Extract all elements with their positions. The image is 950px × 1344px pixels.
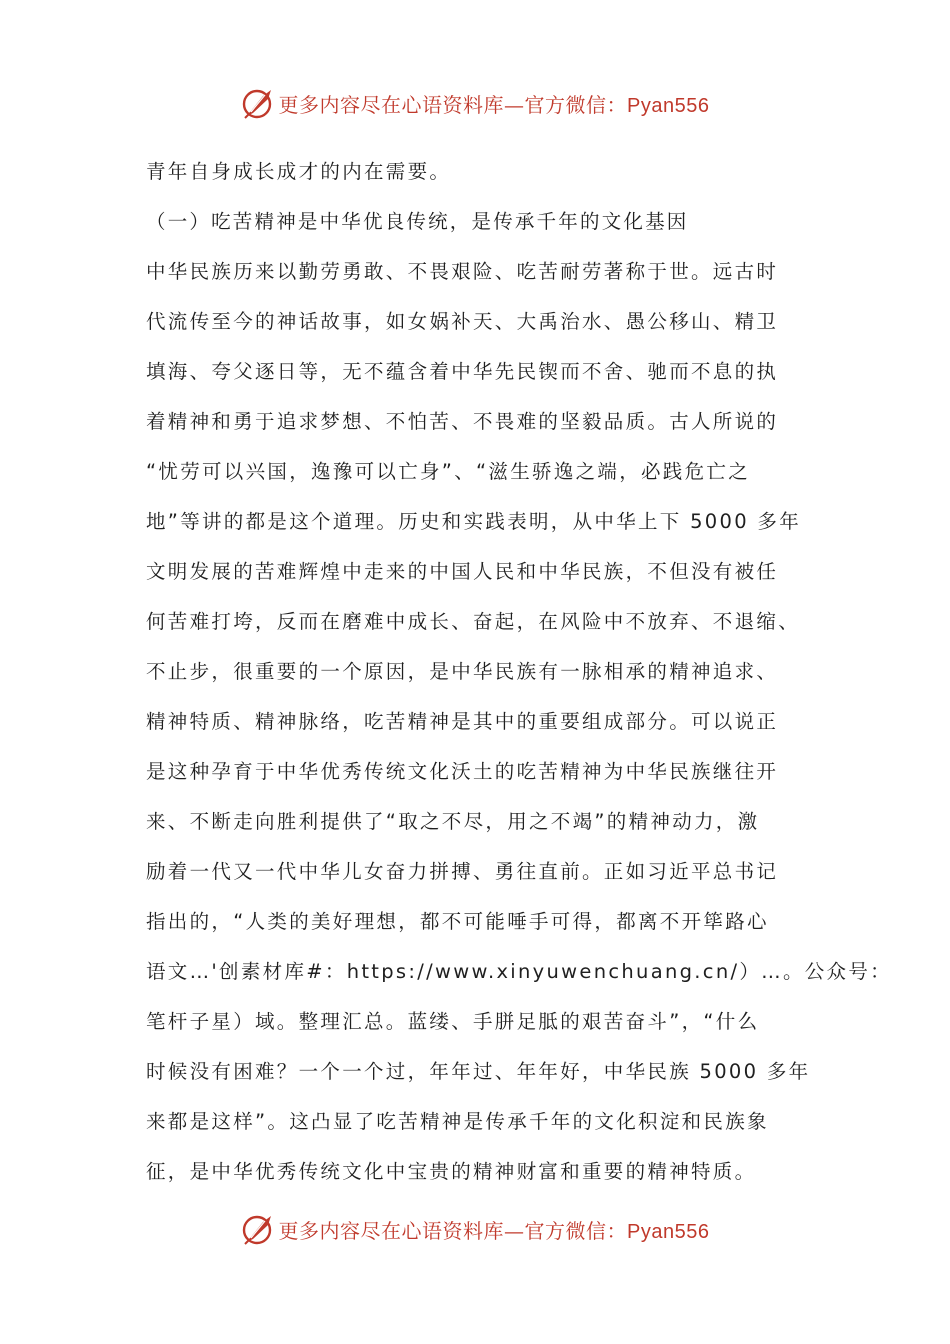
text-line: 是这种孕育于中华优秀传统文化沃土的吃苦精神为中华民族继往开 [146,760,779,783]
text-line: 中华民族历来以勤劳勇敢、不畏艰险、吃苦耐劳著称于世。远古时 [146,260,779,283]
wechat-handle: Pyan556 [627,94,710,117]
text-line: 不止步，很重要的一个原因，是中华民族有一脉相承的精神追求、 [146,660,779,683]
quill-pen-logo-icon [241,1212,275,1246]
text-line: 地”等讲的都是这个道理。历史和实践表明，从中华上下 5000 多年 [146,510,802,533]
text-line: 指出的，“人类的美好理想，都不可能唾手可得，都离不开筚路心 [146,910,769,933]
header-watermark-banner [0,83,950,123]
text-line: 青年自身成长成才的内在需要。 [146,160,452,183]
text-line: 时候没有困难？一个一个过，年年过、年年好，中华民族 5000 多年 [146,1060,811,1083]
text-line: 笔杆子星）域。整理汇总。蓝缕、手胼足胝的艰苦奋斗”，“什么 [146,1010,760,1033]
document-body [146,147,892,1197]
quill-pen-logo-icon [241,86,275,120]
text-line: 填海、夸父逐日等，无不蕴含着中华先民锲而不舍、驰而不息的执 [146,360,779,383]
text-line: 着精神和勇于追求梦想、不怕苦、不畏难的坚毅品质。古人所说的 [146,410,779,433]
footer-watermark-banner [0,1209,950,1249]
text-line: 代流传至今的神话故事，如女娲补天、大禹治水、愚公移山、精卫 [146,310,779,333]
text-line: 励着一代又一代中华儿女奋力拼搏、勇往直前。正如习近平总书记 [146,860,779,883]
watermark-text: 更多内容尽在心语资料库—官方微信：Pyan556 [278,1218,710,1243]
text-line: 何苦难打垮，反而在磨难中成长、奋起，在风险中不放弃、不退缩、 [146,610,801,633]
text-line: 语文…'创素材库#：https://www.xinyuwenchuang.cn/）…。公众号： [146,960,892,983]
text-line: 征，是中华优秀传统文化中宝贵的精神财富和重要的精神特质。 [146,1160,757,1183]
text-line: “忧劳可以兴国，逸豫可以亡身”、“滋生骄逸之端，必践危亡之 [146,460,751,483]
text-line: 来都是这样”。这凸显了吃苦精神是传承千年的文化积淀和民族象 [146,1110,769,1133]
text-line: 文明发展的苦难辉煌中走来的中国人民和中华民族，不但没有被任 [146,560,779,583]
section-heading: （一）吃苦精神是中华优良传统，是传承千年的文化基因 [146,210,689,233]
text-line: 来、不断走向胜利提供了“取之不尽，用之不竭”的精神动力，激 [146,810,760,833]
text-line: 精神特质、精神脉络，吃苦精神是其中的重要组成部分。可以说正 [146,710,779,733]
wechat-handle: Pyan556 [627,1220,710,1243]
watermark-text: 更多内容尽在心语资料库—官方微信：Pyan556 [278,92,710,117]
